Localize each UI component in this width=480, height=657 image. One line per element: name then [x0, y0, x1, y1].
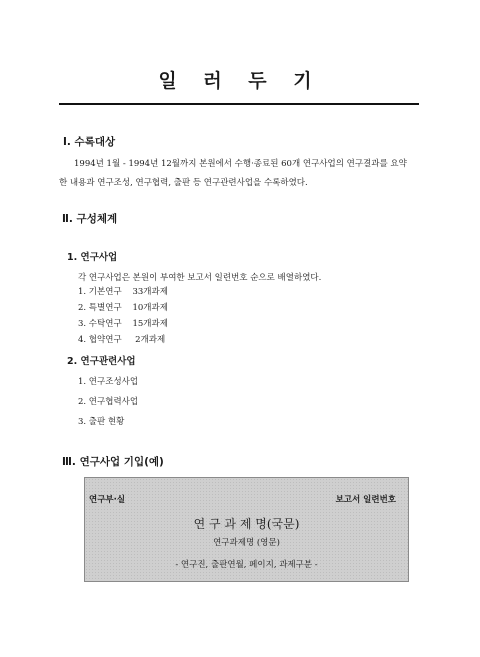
- sub1-heading: 1. 연구사업: [67, 252, 118, 263]
- box-footer: - 연구진, 출판연월, 페이지, 과제구분 -: [175, 560, 318, 570]
- sub1-item: 3. 수탁연구 15개과제: [78, 319, 168, 329]
- section2-heading: Ⅱ. 구성체계: [62, 213, 118, 225]
- sub1-intro: 각 연구사업은 본원이 부여한 보고서 일련번호 순으로 배열하였다.: [78, 273, 322, 283]
- box-subtitle: 연구과제명 (영문): [213, 538, 280, 548]
- title-rule: [59, 103, 419, 105]
- section3-heading: Ⅲ. 연구사업 기입(예): [62, 456, 164, 468]
- page-title: 일 러 두 기: [158, 70, 322, 92]
- section1-para-line1: 1994년 1월 - 1994년 12월까지 본원에서 수행·종료된 60개 연구사업의 연구결과를 요약: [74, 159, 407, 169]
- sub1-item: 2. 특별연구 10개과제: [78, 303, 168, 313]
- sub2-item: 1. 연구조성사업: [78, 377, 139, 387]
- sub2-item: 2. 연구협력사업: [78, 397, 139, 407]
- sub2-heading: 2. 연구관련사업: [67, 356, 136, 367]
- section1-para-line2: 한 내용과 연구조성, 연구협력, 출판 등 연구관련사업을 수록하였다.: [59, 178, 308, 188]
- sub1-item: 4. 협약연구 2개과제: [78, 335, 166, 345]
- example-box: [84, 477, 409, 582]
- box-title: 연 구 과 제 명(국문): [193, 517, 300, 531]
- box-left-label: 연구부·실: [89, 495, 126, 505]
- sub2-item: 3. 출판 현황: [78, 417, 125, 427]
- sub1-item: 1. 기본연구 33개과제: [78, 287, 168, 297]
- box-right-label: 보고서 일련번호: [335, 495, 396, 505]
- section1-heading: Ⅰ. 수록대상: [63, 136, 116, 148]
